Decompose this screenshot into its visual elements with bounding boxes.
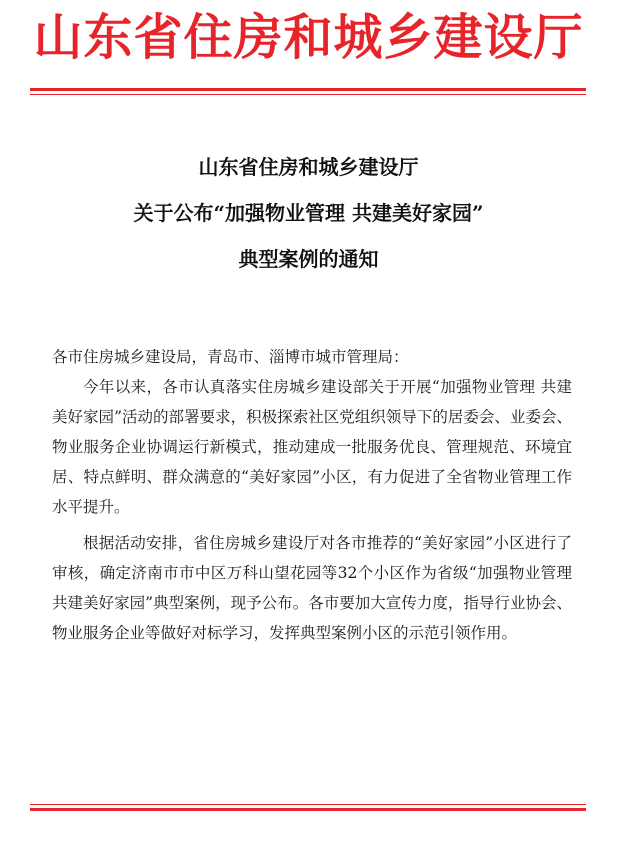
paragraph-1: 今年以来，各市认真落实住房城乡建设部关于开展“加强物业管理 共建美好家园”活动的部署要求，积极探索社区党组织领导下的居委会、业委会、物业服务企业协调运行新模式，推动建成一批服务优良、管理规范、环境宜居、特点鲜明、群众满意的“美好家园”小区，有力促进了全省物业管理工作水平提升。	[52, 378, 572, 516]
notice-title-line-2: 关于公布“加强物业管理 共建美好家园”	[133, 201, 484, 225]
paragraph-2: 根据活动安排，省住房城乡建设厅对各市推荐的“美好家园”小区进行了审核，确定济南市市中区万科山望花园等32个小区作为省级“加强物业管理 共建美好家园”典型案例，现予公布。各市要加大宣传力度，指导行业协会、物业服务企业等做好对标学习，发挥典型案例小区的示范引领作用。	[52, 534, 572, 642]
notice-title-line-3: 典型案例的通知	[238, 247, 379, 271]
salutation: 各市住房城乡建设局，青岛市、淄博市城市管理局：	[52, 348, 409, 366]
footer-rule-thin	[30, 804, 586, 805]
notice-title-line-1: 山东省住房和城乡建设厅	[198, 155, 419, 179]
masthead-title: 山东省住房和城乡建设厅	[33, 8, 584, 66]
body-paragraphs	[52, 372, 572, 648]
header-rule-thin	[30, 94, 586, 95]
footer-rule-thick	[30, 808, 586, 811]
header-rule-thick	[30, 88, 586, 91]
